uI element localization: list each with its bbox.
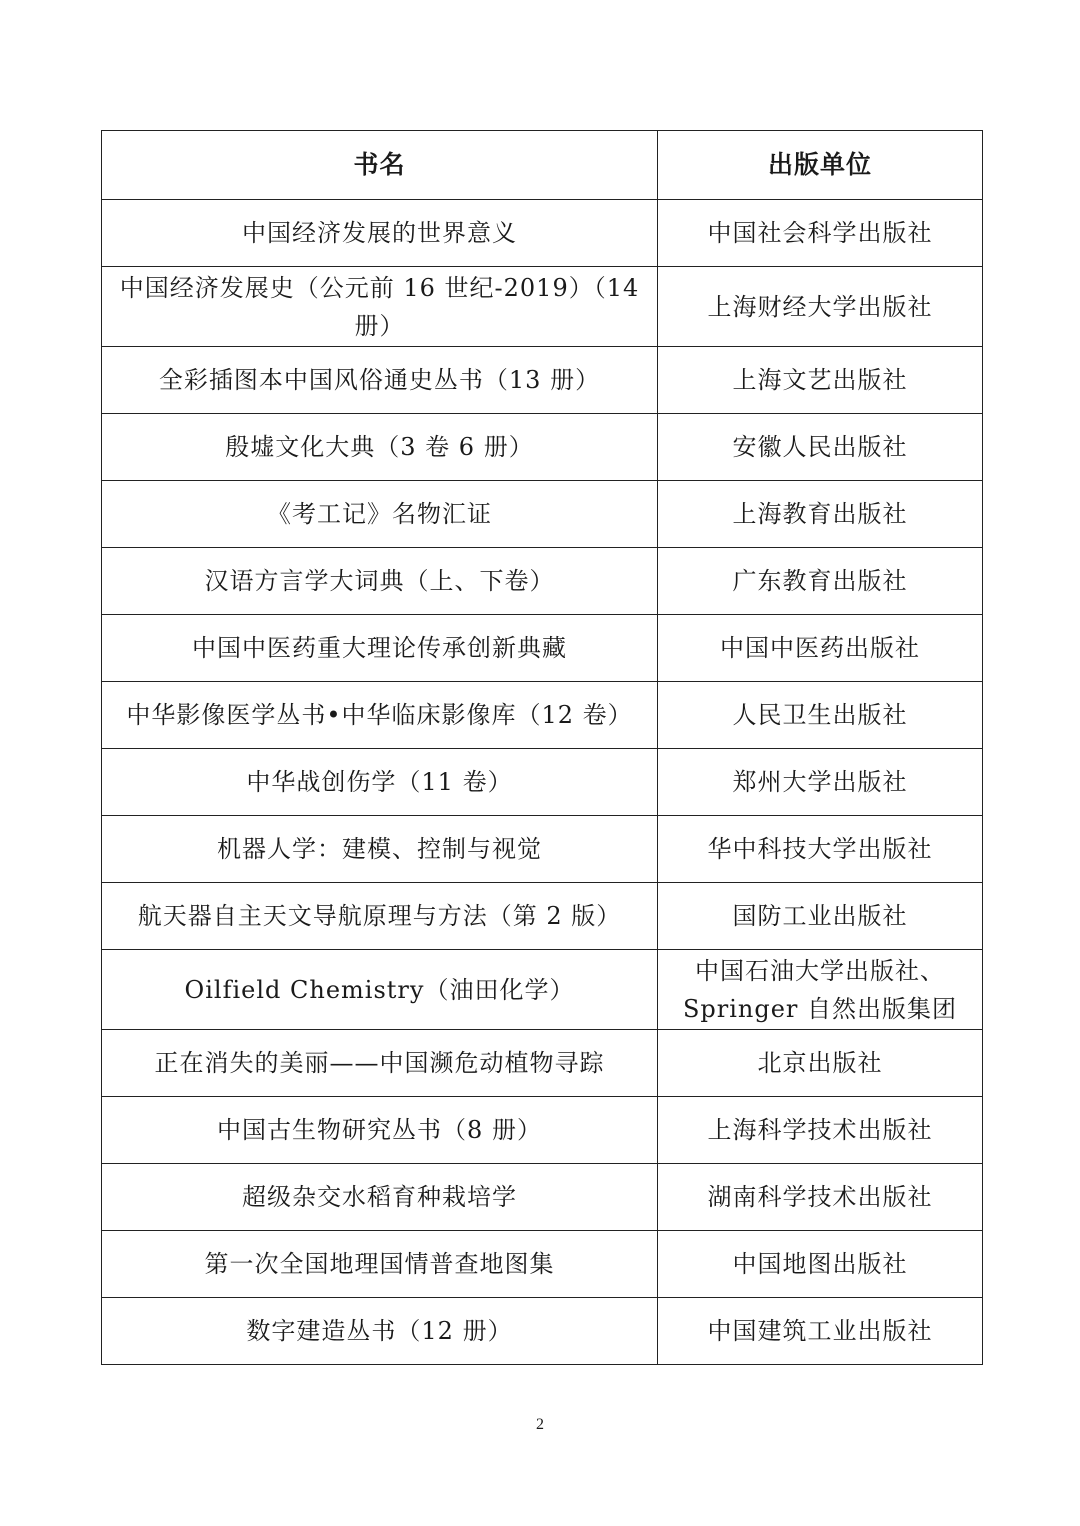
- publisher-cell: 北京出版社: [658, 1030, 983, 1097]
- table-row: [102, 883, 983, 950]
- book-title-cell: 数字建造丛书（12 册）: [102, 1298, 658, 1365]
- publisher-cell: 中国社会科学出版社: [658, 200, 983, 267]
- book-title-cell: 中国古生物研究丛书（8 册）: [102, 1097, 658, 1164]
- table-row: [102, 267, 983, 347]
- publisher-cell: 中国地图出版社: [658, 1231, 983, 1298]
- table-row: [102, 816, 983, 883]
- publisher-cell: 上海财经大学出版社: [658, 267, 983, 347]
- table-row: [102, 414, 983, 481]
- header-row: [102, 131, 983, 200]
- book-title-cell: 中国经济发展史（公元前 16 世纪-2019）（14 册）: [102, 267, 658, 347]
- publisher-cell: 华中科技大学出版社: [658, 816, 983, 883]
- book-title-cell: 中国经济发展的世界意义: [102, 200, 658, 267]
- header-book-title: 书名: [102, 131, 658, 200]
- publisher-cell: 湖南科学技术出版社: [658, 1164, 983, 1231]
- table-row: [102, 1030, 983, 1097]
- publisher-cell: 上海科学技术出版社: [658, 1097, 983, 1164]
- table-row: [102, 347, 983, 414]
- book-title-cell: 殷墟文化大典（3 卷 6 册）: [102, 414, 658, 481]
- publisher-cell: 郑州大学出版社: [658, 749, 983, 816]
- book-title-cell: 机器人学：建模、控制与视觉: [102, 816, 658, 883]
- book-title-cell: Oilfield Chemistry（油田化学）: [102, 950, 658, 1030]
- table-row: [102, 1097, 983, 1164]
- table-row: [102, 200, 983, 267]
- publisher-cell: 上海教育出版社: [658, 481, 983, 548]
- publisher-cell: 国防工业出版社: [658, 883, 983, 950]
- book-title-cell: 《考工记》名物汇证: [102, 481, 658, 548]
- publisher-cell: 安徽人民出版社: [658, 414, 983, 481]
- page-number: 2: [536, 1416, 544, 1433]
- publisher-cell: 中国石油大学出版社、Springer 自然出版集团: [658, 950, 983, 1030]
- table-row: [102, 1164, 983, 1231]
- book-title-cell: 汉语方言学大词典（上、下卷）: [102, 548, 658, 615]
- publisher-cell: 人民卫生出版社: [658, 682, 983, 749]
- publisher-cell: 上海文艺出版社: [658, 347, 983, 414]
- header-publisher: 出版单位: [658, 131, 983, 200]
- book-title-cell: 中华战创伤学（11 卷）: [102, 749, 658, 816]
- book-title-cell: 正在消失的美丽——中国濒危动植物寻踪: [102, 1030, 658, 1097]
- publisher-cell: 广东教育出版社: [658, 548, 983, 615]
- table-row: [102, 950, 983, 1030]
- book-title-cell: 中华影像医学丛书•中华临床影像库（12 卷）: [102, 682, 658, 749]
- book-title-cell: 全彩插图本中国风俗通史丛书（13 册）: [102, 347, 658, 414]
- table-row: [102, 1298, 983, 1365]
- book-table: [101, 130, 983, 1365]
- table-row: [102, 548, 983, 615]
- publisher-cell: 中国中医药出版社: [658, 615, 983, 682]
- table-row: [102, 1231, 983, 1298]
- book-title-cell: 航天器自主天文导航原理与方法（第 2 版）: [102, 883, 658, 950]
- table-row: [102, 481, 983, 548]
- book-title-cell: 第一次全国地理国情普查地图集: [102, 1231, 658, 1298]
- book-title-cell: 超级杂交水稻育种栽培学: [102, 1164, 658, 1231]
- table-row: [102, 682, 983, 749]
- publisher-cell: 中国建筑工业出版社: [658, 1298, 983, 1365]
- table-row: [102, 749, 983, 816]
- table-row: [102, 615, 983, 682]
- book-title-cell: 中国中医药重大理论传承创新典藏: [102, 615, 658, 682]
